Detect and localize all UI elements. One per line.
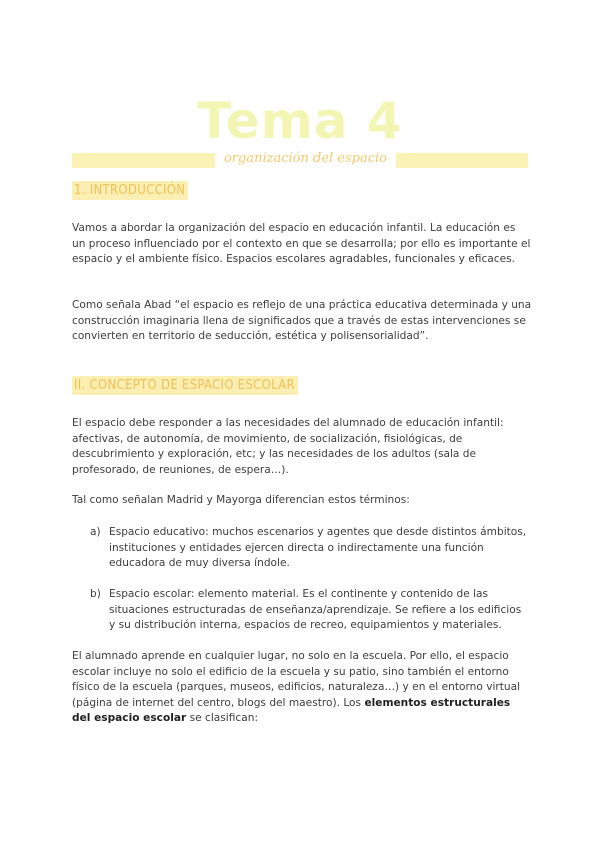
subtitle-highlight-left bbox=[72, 153, 215, 168]
paragraph-text: El alumnado aprende en cualquier lugar, no solo en la escuela. Por ello, el espacio escolar incluye no solo el edificio de la escuela y su patio, sino también el entorno físico de la escuela (parques, museos, edificios, naturaleza…) y en el entorno virtual (página de internet del centro, blogs del maestro). Los bbox=[72, 650, 521, 709]
page-subtitle: organización del espacio bbox=[223, 151, 388, 166]
paragraph-text-end: se clasifican: bbox=[186, 712, 259, 725]
list-marker: b) bbox=[90, 588, 101, 600]
paragraph-necesidades: El espacio debe responder a las necesidades del alumnado de educación infantil: afectivas, de autonomía, de movimiento, de socialización, fisiológicas, de descubrimiento y exploración, etc; y las necesidades de los adultos (sala de profesorado, de reuniones, de espera…). bbox=[72, 417, 504, 476]
subtitle-highlight-right bbox=[396, 153, 528, 168]
bold-term: elementos estructurales del espacio escolar bbox=[72, 696, 511, 725]
paragraph-madrid-mayorga: Tal como señalan Madrid y Mayorga diferencian estos términos: bbox=[72, 494, 410, 506]
list-marker: a) bbox=[90, 526, 101, 538]
paragraph-elementos bbox=[72, 649, 532, 727]
section-heading-introduccion: 1. INTRODUCCIÓN bbox=[72, 181, 188, 200]
paragraph-intro: Vamos a abordar la organización del espacio en educación infantil. La educación es un proceso influenciado por el contexto en que se desarrolla; por ello es importante el espacio y el ambiente físico. Espacios escolares agradables, funcionales y eficaces. bbox=[72, 222, 531, 266]
paragraph-abad-quote: Como señala Abad “el espacio es reflejo de una práctica educativa determinada y una construcción imaginaria llena de significados que a través de estas intervenciones se convierten en territorio de seducción, estética y polisensorialidad”. bbox=[72, 299, 532, 343]
page-title: Tema 4 bbox=[197, 92, 403, 150]
list-item-text: Espacio educativo: muchos escenarios y agentes que desde distintos ámbitos, instituciones y entidades ejercen directa o indirectamente una función educadora de muy diversa índole. bbox=[109, 526, 527, 570]
section-heading-concepto: II. CONCEPTO DE ESPACIO ESCOLAR bbox=[72, 376, 298, 395]
list-item-text: Espacio escolar: elemento material. Es el continente y contenido de las situaciones estructuradas de enseñanza/aprendizaje. Se refiere a los edificios y su distribución interna, espacios de recreo, equipamientos y materiales. bbox=[109, 588, 522, 632]
